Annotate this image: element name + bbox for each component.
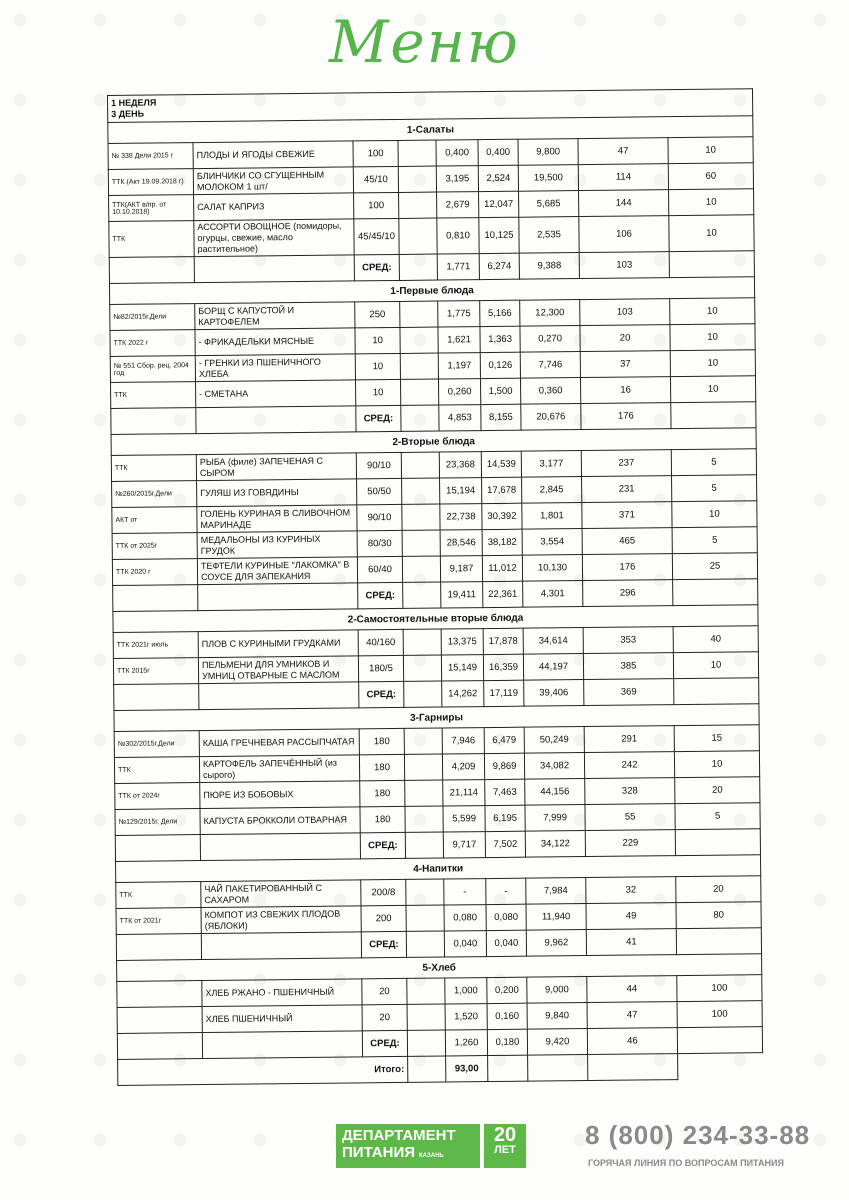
empty-cell — [194, 255, 354, 283]
empty-cell — [116, 934, 201, 961]
empty-cell — [400, 353, 438, 379]
recipe-code: № 551 Сбор. рец. 2004 год — [110, 356, 195, 383]
avg-carbs: 34,122 — [525, 831, 585, 858]
recipe-code: №129/2015г, Дели — [115, 809, 200, 836]
logo-years-label: ЛЕТ — [494, 1144, 516, 1156]
dish-name: КАША ГРЕЧНЕВАЯ РАССЫПЧАТАЯ — [199, 729, 359, 757]
extra-value: 10 — [670, 350, 755, 377]
empty-cell — [399, 192, 437, 218]
carbs-value: 1,801 — [522, 503, 582, 530]
empty-cell — [673, 579, 758, 606]
empty-cell — [488, 1055, 528, 1081]
section-title: 3-Гарниры — [114, 704, 759, 732]
protein-value: 0,810 — [437, 218, 479, 254]
recipe-code — [117, 1007, 202, 1034]
carbs-value: 3,177 — [521, 451, 581, 478]
empty-cell — [404, 728, 442, 754]
kcal-value: 49 — [586, 903, 676, 930]
empty-cell — [114, 684, 199, 711]
kcal-value: 47 — [587, 1002, 677, 1029]
recipe-code — [117, 981, 202, 1008]
page-title: Меню — [329, 8, 520, 76]
recipe-code: №260/2015г.Дели — [112, 481, 197, 508]
recipe-code: ТТК (Акт 19.09.2018 г) — [108, 169, 193, 196]
average-label: СРЕД: — [361, 931, 406, 957]
logo-text — [336, 1124, 480, 1168]
menu-table — [107, 88, 763, 1086]
dish-weight: 90/10 — [356, 452, 401, 478]
dish-name: АССОРТИ ОВОЩНОЕ (помидоры, огурцы, свежие, масло растительное) — [194, 219, 354, 257]
logo-city: КАЗАНЬ — [419, 1153, 444, 1159]
empty-cell — [678, 1053, 763, 1080]
kcal-value: 291 — [584, 726, 674, 753]
dish-name: БЛИНЧИКИ СО СГУЩЕННЫМ МОЛОКОМ 1 шт/ — [193, 167, 353, 195]
protein-value: 0,080 — [444, 905, 486, 931]
recipe-code: ТТК от 2024г — [115, 783, 200, 810]
extra-value: 40 — [673, 626, 758, 653]
extra-value: 60 — [668, 163, 753, 190]
protein-value: 22,738 — [440, 504, 482, 530]
empty-cell — [202, 1031, 362, 1059]
kcal-value: 465 — [582, 528, 672, 555]
avg-fat: 8,155 — [481, 404, 521, 430]
avg-fat: 0,040 — [486, 930, 526, 956]
fat-value: 14,539 — [481, 451, 521, 477]
kcal-value: 16 — [580, 377, 670, 404]
dish-name: - СМЕТАНА — [196, 380, 356, 408]
kcal-value: 176 — [582, 554, 672, 581]
avg-protein: 19,411 — [441, 582, 483, 608]
empty-cell — [402, 504, 440, 530]
dish-weight: 20 — [362, 1004, 407, 1030]
hotline-caption: ГОРЯЧАЯ ЛИНИЯ ПО ВОПРОСАМ ПИТАНИЯ — [588, 1158, 784, 1168]
recipe-code: ТТК 2021г июль — [113, 632, 198, 659]
empty-cell — [400, 301, 438, 327]
empty-cell — [405, 832, 443, 858]
extra-value: 5 — [672, 475, 757, 502]
empty-cell — [400, 327, 438, 353]
protein-value: 2,679 — [437, 192, 479, 218]
fat-value: 0,080 — [486, 904, 526, 930]
fat-value: - — [486, 878, 526, 904]
avg-kcal: 41 — [586, 929, 676, 956]
extra-value: 10 — [668, 137, 753, 164]
protein-value: 23,368 — [439, 452, 481, 478]
extra-value: 10 — [670, 376, 755, 403]
protein-value: 0,400 — [436, 140, 478, 166]
empty-cell — [111, 408, 196, 435]
extra-value: 20 — [675, 777, 760, 804]
kcal-value: 242 — [584, 752, 674, 779]
anniversary-badge — [484, 1124, 526, 1168]
recipe-code: ТТК — [114, 757, 199, 784]
empty-cell — [404, 754, 442, 780]
extra-value: 25 — [672, 553, 757, 580]
recipe-code: № 338 Дели 2015 г — [108, 143, 193, 170]
carbs-value: 7,984 — [526, 878, 586, 905]
extra-value: 5 — [671, 449, 756, 476]
protein-value: - — [444, 879, 486, 905]
dish-weight: 180 — [359, 728, 404, 754]
dish-weight: 45/45/10 — [354, 218, 399, 254]
protein-value: 5,599 — [443, 806, 485, 832]
kcal-value: 20 — [580, 325, 670, 352]
dish-name: ХЛЕБ ПШЕНИЧНЫЙ — [202, 1005, 362, 1033]
department-logo — [336, 1124, 526, 1168]
kcal-value: 371 — [582, 502, 672, 529]
carbs-value: 50,249 — [524, 727, 584, 754]
dish-weight: 90/10 — [357, 504, 402, 530]
protein-value: 9,187 — [440, 556, 482, 582]
avg-protein: 9,717 — [443, 832, 485, 858]
fat-value: 6,479 — [484, 727, 524, 753]
avg-fat: 6,274 — [479, 253, 519, 279]
hotline-phone: 8 (800) 234-33-88 — [585, 1120, 811, 1150]
dish-weight: 60/40 — [357, 556, 402, 582]
carbs-value: 7,999 — [525, 805, 585, 832]
empty-cell — [528, 1055, 588, 1082]
kcal-value: 144 — [579, 190, 669, 217]
protein-value: 1,775 — [438, 301, 480, 327]
extra-value: 20 — [676, 876, 761, 903]
avg-kcal: 369 — [584, 679, 674, 706]
empty-cell — [117, 1033, 202, 1060]
carbs-value: 34,082 — [524, 753, 584, 780]
average-label: СРЕД: — [356, 405, 401, 431]
kcal-value: 353 — [583, 627, 673, 654]
average-label: СРЕД: — [362, 1030, 407, 1056]
empty-cell — [671, 402, 756, 429]
protein-value: 4,209 — [442, 754, 484, 780]
empty-cell — [398, 166, 436, 192]
dish-weight: 100 — [354, 192, 399, 218]
avg-kcal: 103 — [579, 252, 669, 279]
dish-name: ПЛОДЫ И ЯГОДЫ СВЕЖИЕ — [193, 141, 353, 169]
avg-protein: 1,260 — [445, 1030, 487, 1056]
avg-kcal: 46 — [587, 1028, 677, 1055]
dish-weight: 180 — [360, 806, 405, 832]
protein-value: 28,546 — [440, 530, 482, 556]
extra-value: 10 — [672, 501, 757, 528]
kcal-value: 103 — [580, 299, 670, 326]
carbs-value: 11,940 — [526, 904, 586, 931]
empty-cell — [407, 1004, 445, 1030]
fat-value: 10,125 — [479, 217, 519, 253]
kcal-value: 237 — [581, 450, 671, 477]
empty-cell — [201, 932, 361, 960]
total-value: 93,00 — [446, 1056, 488, 1082]
recipe-code: ТТК от 2021г — [116, 908, 201, 935]
section-title: 4-Напитки — [116, 855, 761, 883]
protein-value: 3,195 — [436, 166, 478, 192]
dish-name: ХЛЕБ РЖАНО - ПШЕНИЧНЫЙ — [202, 979, 362, 1007]
dish-weight: 180 — [360, 780, 405, 806]
dish-weight: 200 — [361, 905, 406, 931]
carbs-value: 3,554 — [522, 529, 582, 556]
dish-weight: 20 — [362, 978, 407, 1004]
dish-weight: 80/30 — [357, 530, 402, 556]
dish-name: КОМПОТ ИЗ СВЕЖИХ ПЛОДОВ (ЯБЛОКИ) — [201, 906, 361, 934]
dish-name: ПЕЛЬМЕНИ ДЛЯ УМНИКОВ И УМНИЦ ОТВАРНЫЕ С МАСЛОМ — [198, 656, 358, 684]
fat-value: 17,878 — [483, 628, 523, 654]
extra-value: 15 — [674, 725, 759, 752]
carbs-value: 7,746 — [520, 352, 580, 379]
empty-cell — [408, 1056, 446, 1082]
recipe-code: ТТК — [109, 221, 194, 258]
fat-value: 0,126 — [480, 352, 520, 378]
carbs-value: 9,000 — [527, 977, 587, 1004]
logo-line1: ДЕПАРТАМЕНТ — [342, 1127, 456, 1144]
dish-name: МЕДАЛЬОНЫ ИЗ КУРИНЫХ ГРУДОК — [197, 531, 357, 559]
fat-value: 0,400 — [478, 139, 518, 165]
empty-cell — [399, 218, 437, 254]
extra-value: 10 — [673, 652, 758, 679]
dish-weight: 45/10 — [353, 166, 398, 192]
extra-value: 100 — [677, 975, 762, 1002]
carbs-value: 9,840 — [527, 1003, 587, 1030]
average-label: СРЕД: — [359, 681, 404, 707]
avg-protein: 1,771 — [437, 254, 479, 280]
protein-value: 1,000 — [445, 978, 487, 1004]
fat-value: 11,012 — [482, 555, 522, 581]
dish-weight: 10 — [355, 353, 400, 379]
avg-carbs: 20,676 — [521, 404, 581, 431]
fat-value: 38,182 — [482, 529, 522, 555]
avg-fat: 22,361 — [483, 581, 523, 607]
fat-value: 2,524 — [478, 165, 518, 191]
dish-name: - ФРИКАДЕЛЬКИ МЯСНЫЕ — [195, 328, 355, 356]
fat-value: 12,047 — [479, 191, 519, 217]
kcal-value: 114 — [578, 164, 668, 191]
protein-value: 21,114 — [443, 780, 485, 806]
avg-carbs: 9,388 — [519, 253, 579, 280]
carbs-value: 2,845 — [522, 477, 582, 504]
empty-cell — [196, 406, 356, 434]
kcal-value: 385 — [583, 653, 673, 680]
kcal-value: 231 — [582, 476, 672, 503]
protein-value: 15,149 — [441, 655, 483, 681]
dish-weight: 10 — [355, 327, 400, 353]
extra-value: 80 — [676, 902, 761, 929]
carbs-value: 2,535 — [519, 217, 579, 254]
empty-cell — [198, 583, 358, 611]
protein-value: 1,621 — [438, 327, 480, 353]
dish-name: КАПУСТА БРОККОЛИ ОТВАРНАЯ — [200, 807, 360, 835]
total-row — [118, 1053, 763, 1086]
avg-fat: 0,180 — [487, 1029, 527, 1055]
empty-cell — [406, 905, 444, 931]
dish-name: ТЕФТЕЛИ КУРИНЫЕ "ЛАКОМКА" В СОУСЕ ДЛЯ ЗАПЕКАНИЯ — [197, 557, 357, 585]
dish-name: САЛАТ КАПРИЗ — [194, 193, 354, 221]
fat-value: 0,160 — [487, 1003, 527, 1029]
dish-name: ГУЛЯШ ИЗ ГОВЯДИНЫ — [197, 479, 357, 507]
empty-cell — [109, 257, 194, 284]
empty-cell — [401, 405, 439, 431]
recipe-code: №302/2015г.Дели — [114, 731, 199, 758]
carbs-value: 0,270 — [520, 326, 580, 353]
avg-fat: 7,502 — [485, 831, 525, 857]
carbs-value: 19,500 — [518, 165, 578, 192]
avg-protein: 4,853 — [439, 405, 481, 431]
section-title: 2-Самостоятельные вторые блюда — [113, 605, 758, 633]
fat-value: 0,200 — [487, 977, 527, 1003]
dish-name: РЫБА (филе) ЗАПЕЧЕНАЯ С СЫРОМ — [196, 453, 356, 481]
recipe-code: ТТК от 2025г — [112, 533, 197, 560]
recipe-code: ТТК 2022 г — [110, 330, 195, 357]
kcal-value: 55 — [585, 804, 675, 831]
total-label: Итого: — [118, 1056, 408, 1085]
avg-carbs: 4,301 — [523, 581, 583, 608]
empty-cell — [405, 806, 443, 832]
empty-cell — [407, 1030, 445, 1056]
empty-cell — [402, 556, 440, 582]
kcal-value: 44 — [587, 976, 677, 1003]
kcal-value: 328 — [585, 778, 675, 805]
empty-cell — [669, 251, 754, 278]
fat-value: 9,869 — [484, 753, 524, 779]
dish-weight: 10 — [355, 379, 400, 405]
avg-protein: 0,040 — [444, 931, 486, 957]
fat-value: 30,392 — [482, 503, 522, 529]
recipe-code: ТТК(АКТ в/пр. от 10.10.2018) — [109, 195, 194, 222]
protein-value: 15,194 — [440, 478, 482, 504]
carbs-value: 44,156 — [525, 779, 585, 806]
empty-cell — [404, 681, 442, 707]
recipe-code: №82/2015г.Дели — [110, 304, 195, 331]
average-label: СРЕД: — [354, 254, 399, 280]
avg-kcal: 296 — [583, 580, 673, 607]
protein-value: 0,260 — [438, 379, 480, 405]
kcal-value: 32 — [586, 877, 676, 904]
kcal-value: 47 — [578, 138, 668, 165]
dish-name: ПЮРЕ ИЗ БОБОВЫХ — [200, 781, 360, 809]
empty-cell — [115, 835, 200, 862]
carbs-value: 44,197 — [523, 654, 583, 681]
extra-value: 10 — [670, 298, 755, 325]
dish-weight: 50/50 — [357, 478, 402, 504]
section-title: 1-Салаты — [108, 116, 753, 144]
empty-cell — [406, 879, 444, 905]
dish-name: ЧАЙ ПАКЕТИРОВАННЫЙ С САХАРОМ — [201, 880, 361, 908]
empty-cell — [199, 682, 359, 710]
empty-cell — [405, 780, 443, 806]
section-title: 1-Первые блюда — [109, 277, 754, 305]
recipe-code: АКТ от — [112, 507, 197, 534]
empty-cell — [113, 585, 198, 612]
carbs-value: 5,685 — [519, 191, 579, 218]
avg-fat: 17,119 — [484, 680, 524, 706]
protein-value: 1,197 — [438, 353, 480, 379]
kcal-value: 37 — [580, 351, 670, 378]
dish-name: БОРЩ С КАПУСТОЙ И КАРТОФЕЛЕМ — [195, 302, 355, 330]
empty-cell — [400, 379, 438, 405]
empty-cell — [588, 1054, 678, 1081]
recipe-code: ТТК — [111, 382, 196, 409]
empty-cell — [676, 928, 761, 955]
extra-value: 5 — [675, 803, 760, 830]
empty-cell — [406, 931, 444, 957]
dish-name: - ГРЕНКИ ИЗ ПШЕНИЧНОГО ХЛЕБА — [195, 354, 355, 382]
fat-value: 1,363 — [480, 326, 520, 352]
extra-value: 10 — [669, 189, 754, 216]
dish-weight: 40/160 — [358, 629, 403, 655]
recipe-code: ТТК — [111, 455, 196, 482]
week-label: 1 НЕДЕЛЯ — [111, 97, 157, 108]
carbs-value: 34,614 — [523, 628, 583, 655]
recipe-code: ТТК 2020 г — [112, 559, 197, 586]
empty-cell — [407, 978, 445, 1004]
extra-value: 100 — [677, 1001, 762, 1028]
empty-cell — [674, 678, 759, 705]
average-label: СРЕД: — [358, 582, 403, 608]
empty-cell — [675, 829, 760, 856]
empty-cell — [677, 1027, 762, 1054]
dish-name: КАРТОФЕЛЬ ЗАПЕЧЁННЫЙ (из сырого) — [199, 755, 359, 783]
carbs-value: 10,130 — [522, 555, 582, 582]
protein-value: 13,375 — [441, 629, 483, 655]
empty-cell — [402, 478, 440, 504]
dish-weight: 180 — [359, 754, 404, 780]
protein-value: 1,520 — [445, 1004, 487, 1030]
empty-cell — [399, 254, 437, 280]
dish-weight: 180/5 — [358, 655, 403, 681]
carbs-value: 12,300 — [520, 300, 580, 327]
empty-cell — [398, 140, 436, 166]
empty-cell — [403, 655, 441, 681]
logo-line2: ПИТАНИЯ — [342, 1144, 416, 1161]
section-title: 2-Вторые блюда — [111, 428, 756, 456]
fat-value: 1,500 — [480, 378, 520, 404]
dish-name: ГОЛЕНЬ КУРИНАЯ В СЛИВОЧНОМ МАРИНАДЕ — [197, 505, 357, 533]
fat-value: 6,195 — [485, 805, 525, 831]
recipe-code: ТТК 2015г — [113, 658, 198, 685]
dish-weight: 100 — [353, 140, 398, 166]
avg-carbs: 9,962 — [526, 930, 586, 957]
protein-value: 7,946 — [442, 728, 484, 754]
fat-value: 7,463 — [485, 779, 525, 805]
avg-kcal: 176 — [581, 403, 671, 430]
avg-carbs: 39,406 — [524, 680, 584, 707]
fat-value: 17,678 — [482, 477, 522, 503]
logo-years: 20 — [493, 1124, 517, 1146]
kcal-value: 106 — [579, 216, 669, 253]
empty-cell — [403, 629, 441, 655]
average-label: СРЕД: — [360, 832, 405, 858]
fat-value: 16,359 — [483, 654, 523, 680]
carbs-value: 0,360 — [520, 378, 580, 405]
section-title: 5-Хлеб — [117, 954, 762, 982]
avg-kcal: 229 — [585, 830, 675, 857]
dish-name: ПЛОВ С КУРИНЫМИ ГРУДКАМИ — [198, 630, 358, 658]
dish-weight: 200/8 — [361, 879, 406, 905]
avg-protein: 14,262 — [442, 681, 484, 707]
avg-carbs: 9,420 — [527, 1029, 587, 1056]
dish-weight: 250 — [355, 301, 400, 327]
fat-value: 5,166 — [480, 300, 520, 326]
day-label: 3 ДЕНЬ — [111, 108, 145, 119]
recipe-code: ТТК — [116, 882, 201, 909]
extra-value: 10 — [674, 751, 759, 778]
empty-cell — [200, 833, 360, 861]
empty-cell — [402, 530, 440, 556]
carbs-value: 9,800 — [518, 139, 578, 166]
empty-cell — [401, 452, 439, 478]
extra-value: 10 — [669, 215, 754, 252]
extra-value: 5 — [672, 527, 757, 554]
empty-cell — [403, 582, 441, 608]
extra-value: 10 — [670, 324, 755, 351]
